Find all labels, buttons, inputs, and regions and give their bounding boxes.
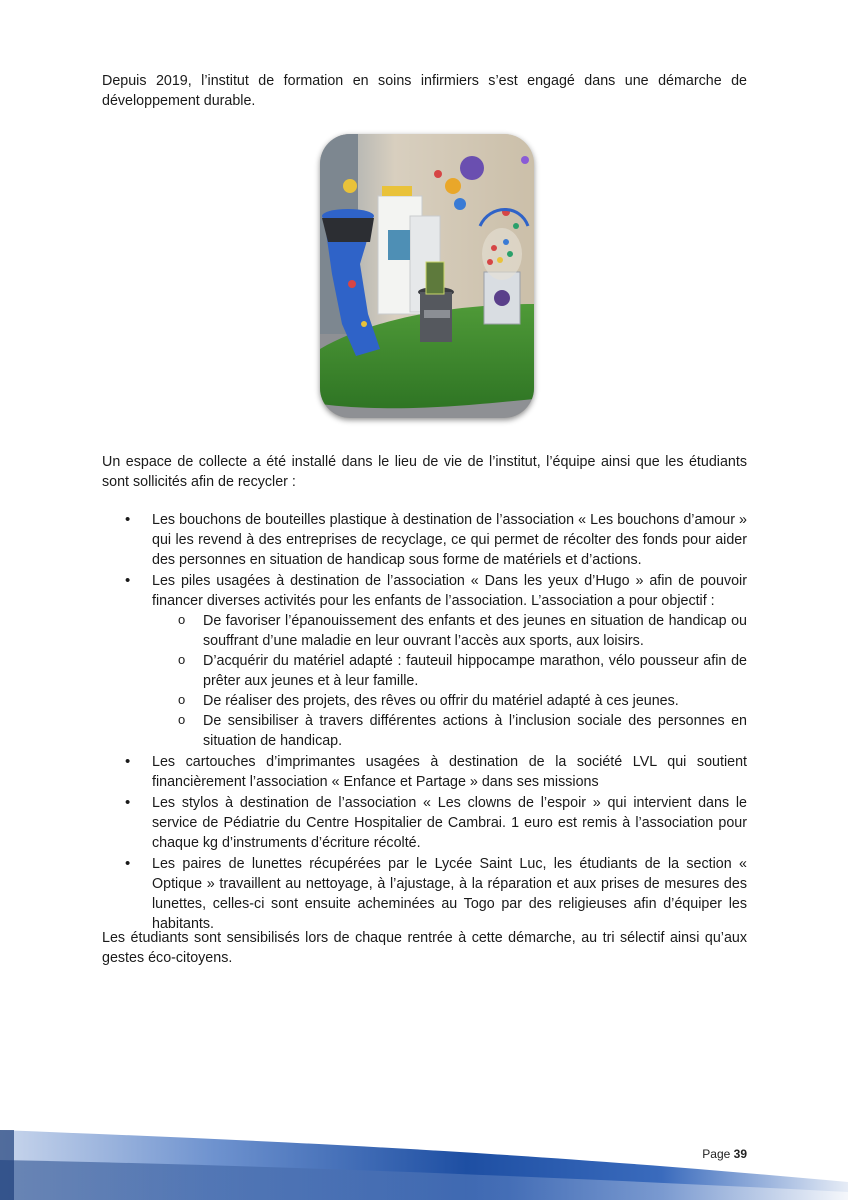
sub-list-item: o De sensibiliser à travers différentes actions à l’inclusion sociale des personnes en situation de handicap. bbox=[152, 711, 747, 751]
list-item: • Les bouchons de bouteilles plastique à destination de l’association « Les bouchons d’amour » qui les revend à des entreprises de recyclage, ce qui permet de récolter des fonds pour aider des personnes en situation de handicap sous forme de matériels et d’actions. bbox=[102, 510, 747, 570]
intro-paragraph: Depuis 2019, l’institut de formation en soins infirmiers s’est engagé dans une démarche de développement durable. bbox=[102, 73, 747, 109]
sub-list-item: o D’acquérir du matériel adapté : fauteuil hippocampe marathon, vélo pousseur afin de prêter aux jeunes et à leur famille. bbox=[152, 651, 747, 691]
recycling-bins-illustration bbox=[320, 134, 534, 418]
list-item bbox=[102, 571, 747, 751]
list-item: • Les cartouches d’imprimantes usagées à destination de la société LVL qui soutient financièrement l’association « Enfance et Partage » dans ses missions bbox=[102, 752, 747, 792]
recycling-list bbox=[102, 510, 747, 935]
list-item: • Les paires de lunettes récupérées par le Lycée Saint Luc, les étudiants de la section « Optique » travaillent au nettoyage, à l’ajustage, à la réparation et aux prises de mesures des lunettes, celles-ci sont ensuite acheminées au Togo par des religieuses afin d’équiper les habitants. bbox=[102, 854, 747, 934]
conclusion-paragraph: Les étudiants sont sensibilisés lors de chaque rentrée à cette démarche, au tri sélectif ainsi qu’aux gestes éco-citoyens. bbox=[102, 930, 747, 966]
page-label: Page bbox=[702, 1147, 731, 1161]
list-item: • Les stylos à destination de l’association « Les clowns de l’espoir » qui intervient dans le service de Pédiatrie du Centre Hospitalier de Cambrai. 1 euro est remis à l’association pour chaque kg d’instruments d’écriture récolté. bbox=[102, 793, 747, 853]
sub-list-item: o De réaliser des projets, des rêves ou offrir du matériel adapté à ces jeunes. bbox=[152, 691, 747, 711]
page-number-value: 39 bbox=[733, 1147, 747, 1161]
list-item-text: Les piles usagées à destination de l’association « Dans les yeux d’Hugo » afin de pouvoir financer diverses activités pour les enfants de l’association. L’association a pour objectif : bbox=[152, 573, 747, 609]
objectives-sublist bbox=[152, 611, 747, 751]
collection-area-photo bbox=[320, 134, 534, 418]
collection-intro-paragraph: Un espace de collecte a été installé dans le lieu de vie de l’institut, l’équipe ainsi que les étudiants sont sollicités afin de recycler : bbox=[102, 454, 747, 490]
sub-list-item: o De favoriser l’épanouissement des enfants et des jeunes en situation de handicap ou souffrant d’une maladie en leur ouvrant l’accès aux sports, aux loisirs. bbox=[152, 611, 747, 651]
page-number bbox=[702, 1144, 747, 1164]
